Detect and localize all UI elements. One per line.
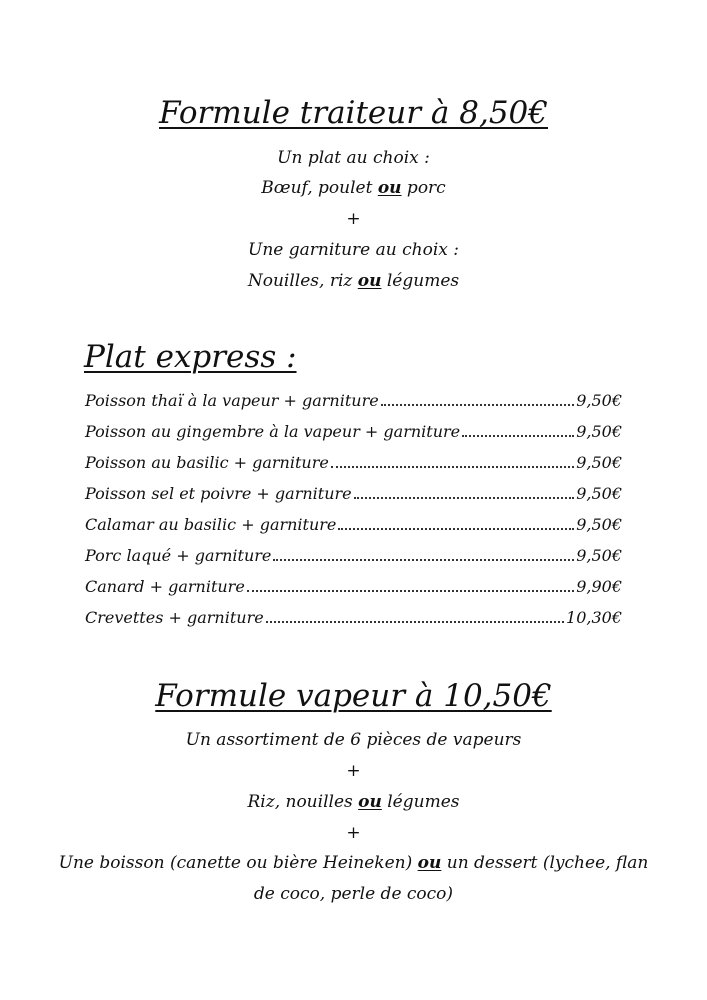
plus-line-1: + <box>346 761 361 781</box>
formule-traiteur-title-text: Formule traiteur à 8,50€ <box>159 95 548 131</box>
plat-choices-part2: porc <box>401 178 446 198</box>
menu-item-name: Porc laqué + garniture <box>85 546 272 565</box>
dot-leader <box>273 559 574 561</box>
formule-vapeur-title <box>0 677 707 715</box>
menu-item-name: Poisson thaï à la vapeur + garniture <box>85 391 379 410</box>
boisson-part1: Une boisson (canette ou bière Heineken) <box>58 853 418 873</box>
plat-intro-line: Un plat au choix : <box>277 148 430 168</box>
garniture-choices-separator: ou <box>357 271 382 291</box>
menu-item <box>85 389 622 420</box>
menu-item-price: 9,50€ <box>576 515 622 534</box>
menu-item <box>85 544 622 575</box>
plat-express-list <box>85 389 622 637</box>
menu-item-name: Crevettes + garniture <box>85 608 264 627</box>
menu-item-price: 9,90€ <box>576 577 622 596</box>
plat-express-title-text: Plat express : <box>84 339 297 375</box>
menu-item <box>85 482 622 513</box>
menu-item <box>85 420 622 451</box>
menu-item-price: 9,50€ <box>576 484 622 503</box>
dot-leader <box>266 621 564 623</box>
plat-choices-line <box>0 176 707 200</box>
accompaniment-part2: légumes <box>381 792 460 812</box>
menu-item-name: Canard + garniture <box>85 577 245 596</box>
accompaniment-separator: ou <box>358 792 382 812</box>
plat-choices-part1: Bœuf, poulet <box>261 178 378 198</box>
dot-leader <box>331 466 574 468</box>
menu-item <box>85 575 622 606</box>
garniture-choices-line <box>0 269 707 293</box>
menu-item-name: Poisson au gingembre à la vapeur + garniture <box>85 422 461 441</box>
menu-item-price: 9,50€ <box>576 453 622 472</box>
menu-item <box>85 513 622 544</box>
garniture-intro-line: Une garniture au choix : <box>248 240 459 260</box>
accompaniment-part1: Riz, nouilles <box>247 792 359 812</box>
menu-item <box>85 606 622 637</box>
menu-item-name: Poisson sel et poivre + garniture <box>85 484 352 503</box>
dot-leader <box>247 590 574 592</box>
menu-item-price: 9,50€ <box>576 391 622 410</box>
formule-vapeur-title-text: Formule vapeur à 10,50€ <box>155 678 552 714</box>
menu-item-price: 9,50€ <box>576 546 622 565</box>
menu-item-price: 9,50€ <box>576 422 622 441</box>
plus-line-2: + <box>346 823 361 843</box>
menu-item <box>85 451 622 482</box>
plat-express-title <box>84 338 297 376</box>
boisson-part2: un dessert (lychee, flan <box>441 853 649 873</box>
assortiment-line: Un assortiment de 6 pièces de vapeurs <box>185 730 522 750</box>
garniture-choices-part1: Nouilles, riz <box>247 271 358 291</box>
boisson-line <box>0 851 707 875</box>
plat-choices-separator: ou <box>377 178 402 198</box>
accompaniment-line <box>0 790 707 814</box>
formule-traiteur-title <box>0 94 707 132</box>
dot-leader <box>354 497 575 499</box>
dot-leader <box>338 528 574 530</box>
boisson-separator: ou <box>417 853 442 873</box>
boisson-continuation-line: de coco, perle de coco) <box>253 884 454 904</box>
menu-item-price: 10,30€ <box>566 608 622 627</box>
dot-leader <box>462 435 574 437</box>
plus-line: + <box>346 209 361 229</box>
menu-item-name: Poisson au basilic + garniture <box>85 453 329 472</box>
garniture-choices-part2: légumes <box>381 271 460 291</box>
menu-item-name: Calamar au basilic + garniture <box>85 515 337 534</box>
dot-leader <box>381 404 575 406</box>
